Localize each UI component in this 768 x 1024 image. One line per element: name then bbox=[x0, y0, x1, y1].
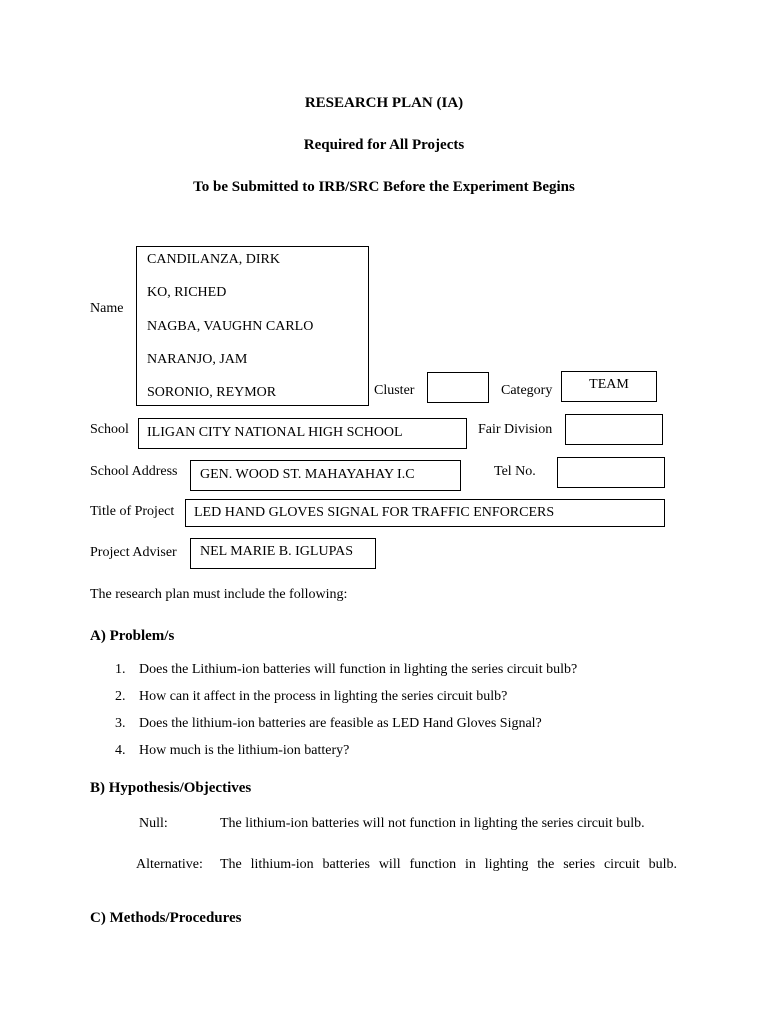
team-member-name: KO, RICHED bbox=[147, 285, 227, 300]
section-b-heading: B) Hypothesis/Objectives bbox=[90, 780, 252, 796]
fair-division-label: Fair Division bbox=[478, 422, 553, 437]
category-value: TEAM bbox=[589, 377, 629, 392]
problem-item bbox=[115, 714, 577, 741]
problem-item bbox=[115, 687, 577, 714]
project-title-label: Title of Project bbox=[90, 504, 175, 519]
problem-text: How much is the lithium-ion battery? bbox=[139, 743, 350, 758]
document-title: RESEARCH PLAN (IA) bbox=[304, 95, 464, 111]
school-value: ILIGAN CITY NATIONAL HIGH SCHOOL bbox=[147, 425, 403, 440]
problem-text: Does the Lithium-ion batteries will function in lighting the series circuit bulb? bbox=[139, 662, 578, 677]
team-member-name: SORONIO, REYMOR bbox=[147, 385, 277, 400]
null-hypothesis-label: Null: bbox=[139, 816, 168, 831]
project-title-value: LED HAND GLOVES SIGNAL FOR TRAFFIC ENFORCERS bbox=[194, 505, 555, 520]
problem-list bbox=[115, 660, 577, 768]
tel-field[interactable] bbox=[557, 457, 665, 488]
fair-division-field[interactable] bbox=[565, 414, 663, 445]
team-member-name: NARANJO, JAM bbox=[147, 352, 248, 367]
problem-number: 3. bbox=[115, 716, 126, 731]
problem-text: Does the lithium-ion batteries are feasible as LED Hand Gloves Signal? bbox=[139, 716, 542, 731]
document-subtitle: Required for All Projects bbox=[303, 137, 465, 153]
alternative-hypothesis-text: The lithium-ion batteries will function in lighting the series circuit bulb. bbox=[220, 857, 677, 872]
adviser-value: NEL MARIE B. IGLUPAS bbox=[200, 544, 353, 559]
problem-number: 1. bbox=[115, 662, 126, 677]
school-address-label: School Address bbox=[90, 464, 178, 479]
team-member-name: CANDILANZA, DIRK bbox=[147, 252, 280, 267]
project-title-field[interactable] bbox=[185, 499, 665, 527]
problem-item bbox=[115, 741, 577, 768]
school-address-field[interactable] bbox=[190, 460, 461, 491]
problem-item bbox=[115, 660, 577, 687]
problem-text: How can it affect in the process in lighting the series circuit bulb? bbox=[139, 689, 508, 704]
school-field[interactable] bbox=[138, 418, 467, 449]
research-plan-intro: The research plan must include the following: bbox=[90, 587, 348, 602]
adviser-field[interactable] bbox=[190, 538, 376, 569]
category-field[interactable] bbox=[561, 371, 657, 402]
problem-number: 2. bbox=[115, 689, 126, 704]
submission-note: To be Submitted to IRB/SRC Before the Experiment Begins bbox=[193, 179, 575, 195]
null-hypothesis-text: The lithium-ion batteries will not function in lighting the series circuit bulb. bbox=[220, 816, 645, 831]
school-label: School bbox=[90, 422, 129, 437]
category-label: Category bbox=[501, 383, 553, 398]
name-box[interactable] bbox=[136, 246, 369, 406]
cluster-label: Cluster bbox=[374, 383, 415, 398]
name-label: Name bbox=[90, 301, 124, 316]
adviser-label: Project Adviser bbox=[90, 545, 177, 560]
cluster-field[interactable] bbox=[427, 372, 489, 403]
school-address-value: GEN. WOOD ST. MAHAYAHAY I.C bbox=[200, 467, 415, 482]
tel-label: Tel No. bbox=[494, 464, 536, 479]
problem-number: 4. bbox=[115, 743, 126, 758]
section-a-heading: A) Problem/s bbox=[90, 628, 175, 644]
section-c-heading: C) Methods/Procedures bbox=[90, 910, 242, 926]
team-member-name: NAGBA, VAUGHN CARLO bbox=[147, 319, 314, 334]
alternative-hypothesis-label: Alternative: bbox=[136, 857, 203, 872]
